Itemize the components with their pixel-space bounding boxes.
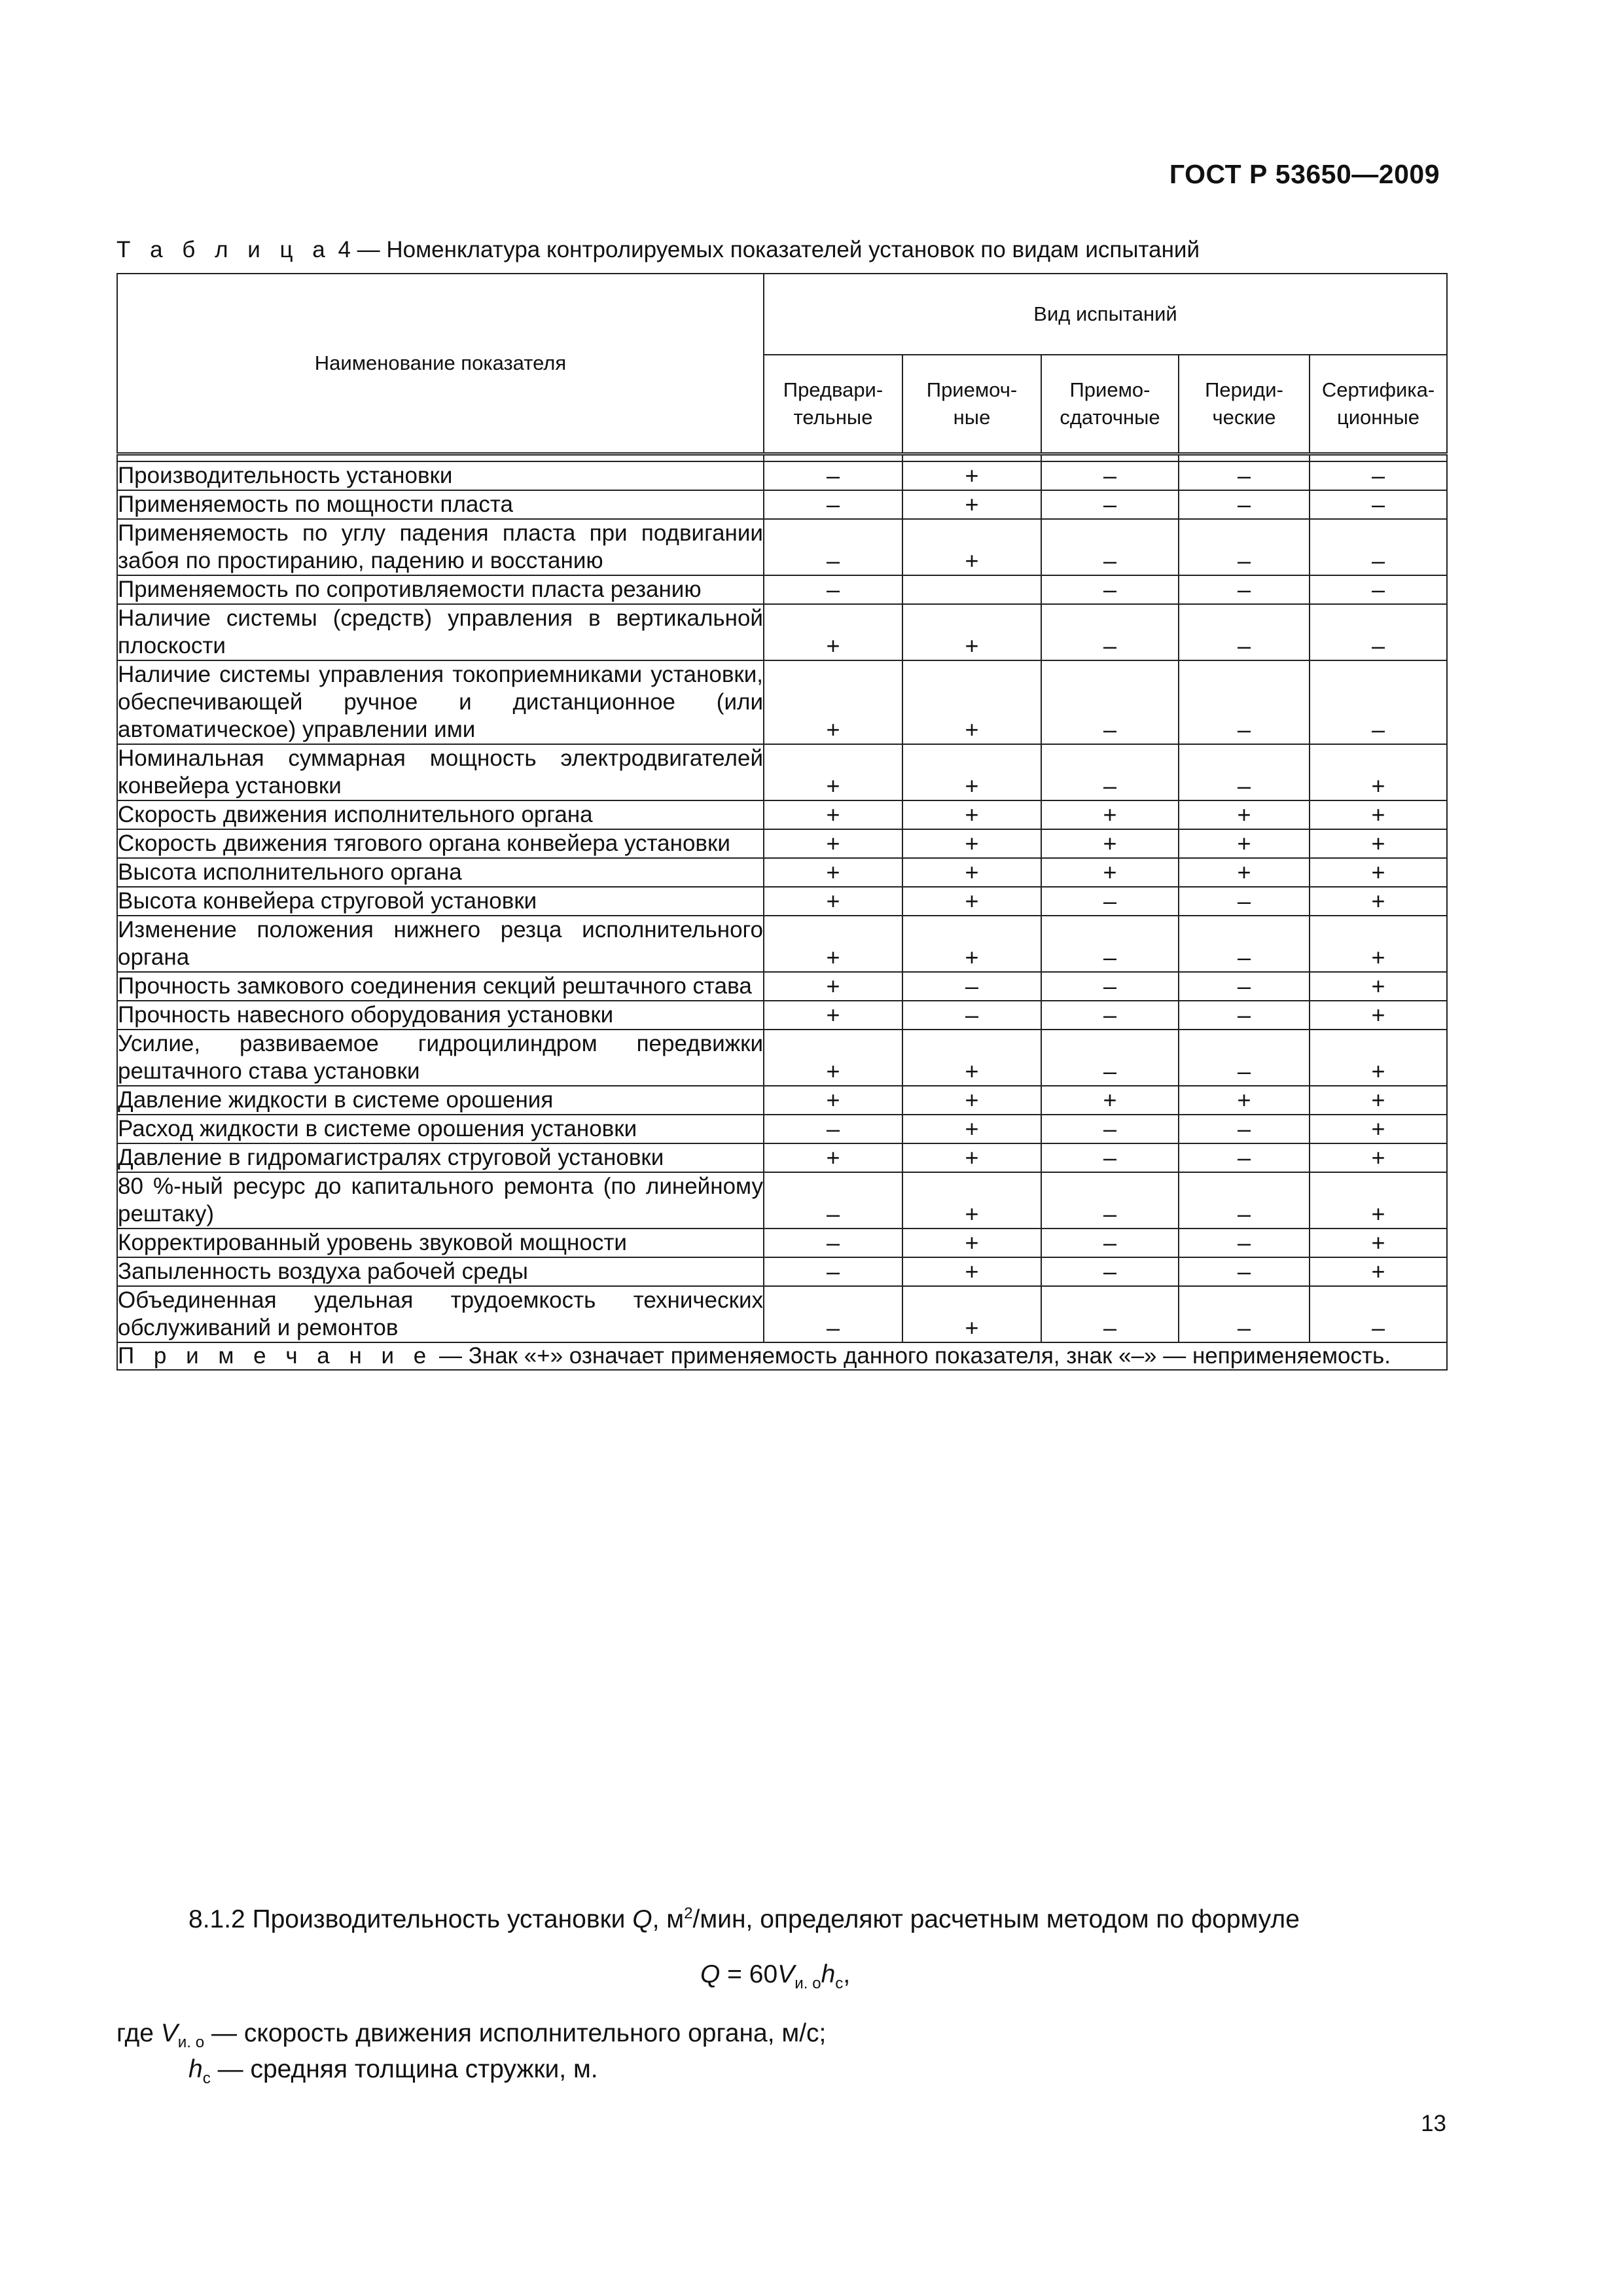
applicability-mark-cell: + <box>1310 1143 1447 1172</box>
applicability-mark-cell: + <box>1179 858 1310 887</box>
applicability-mark-cell: – <box>1310 1286 1447 1342</box>
column-header-sub <box>1041 355 1179 454</box>
indicator-name-cell: Скорость движения тягового органа конвейера установки <box>117 829 764 858</box>
indicator-name-cell: Корректированный уровень звуковой мощности <box>117 1229 764 1257</box>
applicability-mark-cell: – <box>1041 1001 1179 1030</box>
formula-v-sub: и. о <box>794 1974 821 1992</box>
applicability-mark-cell: – <box>764 1115 902 1143</box>
para-text-2: , м <box>652 1905 685 1933</box>
document-code: ГОСТ Р 53650—2009 <box>1169 159 1440 189</box>
table-note-row <box>117 1342 1447 1370</box>
column-header-sub-line2: ческие <box>1212 406 1276 429</box>
applicability-mark-cell: + <box>764 887 902 916</box>
page-number: 13 <box>1421 2111 1446 2136</box>
applicability-mark-cell: – <box>1310 461 1447 490</box>
applicability-mark-cell: + <box>902 1086 1041 1115</box>
table-caption <box>116 237 1200 263</box>
where2-text: — средняя толщина стружки, м. <box>210 2055 598 2083</box>
column-header-sub <box>1179 355 1310 454</box>
applicability-mark-cell: – <box>1179 1286 1310 1342</box>
applicability-mark-cell: + <box>902 1229 1041 1257</box>
column-header-indicator-name: Наименование показателя <box>117 274 764 454</box>
applicability-mark-cell: – <box>1179 1257 1310 1286</box>
applicability-mark-cell: + <box>902 916 1041 972</box>
applicability-mark-cell: – <box>902 972 1041 1001</box>
separator-cell <box>1310 454 1447 462</box>
applicability-mark-cell: – <box>1179 461 1310 490</box>
applicability-mark-cell: + <box>764 1143 902 1172</box>
applicability-mark-cell: + <box>1310 858 1447 887</box>
applicability-mark-cell: – <box>1179 660 1310 744</box>
para-text-1: 8.1.2 Производительность установки <box>188 1905 633 1933</box>
column-header-sub <box>1310 355 1447 454</box>
applicability-mark-cell: + <box>1310 1229 1447 1257</box>
applicability-mark-cell <box>902 575 1041 604</box>
applicability-mark-cell: – <box>1041 1030 1179 1086</box>
applicability-mark-cell: – <box>1179 519 1310 575</box>
applicability-mark-cell: + <box>902 490 1041 519</box>
separator-cell <box>764 454 902 462</box>
table-row <box>117 1286 1447 1342</box>
column-header-sub-line1: Сертифика- <box>1321 378 1435 401</box>
applicability-mark-cell: + <box>902 1115 1041 1143</box>
table-caption-text: 4 — Номенклатура контролируемых показателей установок по видам испытаний <box>338 237 1200 262</box>
where1-sub: и. о <box>177 2033 205 2051</box>
formula-eq: = 60 <box>720 1960 778 1988</box>
indicator-name-cell: 80 %-ный ресурс до капитального ремонта (по линейному рештаку) <box>117 1172 764 1229</box>
indicator-name-cell: Наличие системы (средств) управления в вертикальной плоскости <box>117 604 764 660</box>
table-row <box>117 1030 1447 1086</box>
applicability-mark-cell: – <box>764 1229 902 1257</box>
indicator-name-cell: Применяемость по сопротивляемости пласта резанию <box>117 575 764 604</box>
applicability-mark-cell: + <box>764 660 902 744</box>
applicability-mark-cell: – <box>1041 660 1179 744</box>
applicability-mark-cell: – <box>1179 887 1310 916</box>
applicability-mark-cell: + <box>902 744 1041 800</box>
applicability-mark-cell: – <box>764 1286 902 1342</box>
table-row <box>117 461 1447 490</box>
applicability-mark-cell: – <box>764 575 902 604</box>
para-q-symbol: Q <box>632 1905 652 1933</box>
applicability-mark-cell: – <box>1041 1143 1179 1172</box>
table-row <box>117 1257 1447 1286</box>
applicability-mark-cell: + <box>1310 744 1447 800</box>
applicability-mark-cell: – <box>1041 575 1179 604</box>
indicators-table <box>116 273 1448 1371</box>
para-text-3: /мин, определяют расчетным методом по формуле <box>692 1905 1300 1933</box>
applicability-mark-cell: – <box>764 519 902 575</box>
column-header-test-type: Вид испытаний <box>764 274 1447 355</box>
table-row <box>117 1001 1447 1030</box>
applicability-mark-cell: + <box>1041 829 1179 858</box>
applicability-mark-cell: + <box>1310 1257 1447 1286</box>
applicability-mark-cell: + <box>1310 1001 1447 1030</box>
indicator-name-cell: Объединенная удельная трудоемкость технических обслуживаний и ремонтов <box>117 1286 764 1342</box>
applicability-mark-cell: – <box>1041 1172 1179 1229</box>
applicability-mark-cell: – <box>764 1257 902 1286</box>
indicator-name-cell: Расход жидкости в системе орошения установки <box>117 1115 764 1143</box>
applicability-mark-cell: + <box>1179 1086 1310 1115</box>
applicability-mark-cell: + <box>1310 1086 1447 1115</box>
applicability-mark-cell: – <box>1179 1172 1310 1229</box>
applicability-mark-cell: + <box>902 1030 1041 1086</box>
table-row <box>117 800 1447 829</box>
indicator-name-cell: Давление в гидромагистралях струговой установки <box>117 1143 764 1172</box>
table-row <box>117 604 1447 660</box>
applicability-mark-cell: – <box>1041 1286 1179 1342</box>
applicability-mark-cell: – <box>902 1001 1041 1030</box>
table-note-text: — Знак «+» означает применяемость данного показателя, знак «–» — неприменяемость. <box>439 1343 1391 1369</box>
applicability-mark-cell: + <box>1310 972 1447 1001</box>
applicability-mark-cell: – <box>1041 490 1179 519</box>
table-row <box>117 916 1447 972</box>
where1-var: V <box>160 2019 178 2047</box>
table-caption-label: Т а б л и ц а <box>116 237 332 262</box>
applicability-mark-cell: + <box>1310 1115 1447 1143</box>
applicability-mark-cell: + <box>902 1286 1041 1342</box>
applicability-mark-cell: – <box>1179 1001 1310 1030</box>
where-line-velocity <box>116 2019 826 2052</box>
indicator-name-cell: Производительность установки <box>117 461 764 490</box>
table-row <box>117 660 1447 744</box>
applicability-mark-cell: – <box>1179 916 1310 972</box>
productivity-formula <box>700 1960 850 1993</box>
column-header-sub-line1: Приемо- <box>1069 378 1150 401</box>
table-row <box>117 858 1447 887</box>
applicability-mark-cell: – <box>1041 887 1179 916</box>
applicability-mark-cell: – <box>1041 604 1179 660</box>
table-row <box>117 972 1447 1001</box>
applicability-mark-cell: + <box>1041 1086 1179 1115</box>
applicability-mark-cell: + <box>1310 887 1447 916</box>
table-row <box>117 1086 1447 1115</box>
indicator-name-cell: Высота исполнительного органа <box>117 858 764 887</box>
applicability-mark-cell: + <box>1179 800 1310 829</box>
applicability-mark-cell: – <box>1179 490 1310 519</box>
applicability-mark-cell: + <box>764 829 902 858</box>
applicability-mark-cell: + <box>1310 800 1447 829</box>
applicability-mark-cell: + <box>902 829 1041 858</box>
applicability-mark-cell: + <box>902 1143 1041 1172</box>
formula-lhs: Q <box>700 1960 721 1988</box>
applicability-mark-cell: – <box>1310 575 1447 604</box>
applicability-mark-cell: + <box>1310 916 1447 972</box>
indicator-name-cell: Применяемость по мощности пласта <box>117 490 764 519</box>
applicability-mark-cell: + <box>764 858 902 887</box>
header-separator-row <box>117 454 1447 462</box>
where2-sub: с <box>202 2069 211 2087</box>
applicability-mark-cell: – <box>1310 490 1447 519</box>
applicability-mark-cell: – <box>764 461 902 490</box>
applicability-mark-cell: – <box>1179 972 1310 1001</box>
applicability-mark-cell: – <box>1041 1229 1179 1257</box>
applicability-mark-cell: – <box>1179 1229 1310 1257</box>
applicability-mark-cell: – <box>1179 575 1310 604</box>
indicator-name-cell: Прочность замкового соединения секций рештачного става <box>117 972 764 1001</box>
column-header-sub-line2: ционные <box>1336 406 1420 429</box>
applicability-mark-cell: + <box>764 1001 902 1030</box>
where-word: где <box>116 2019 161 2047</box>
table-body <box>117 454 1447 1371</box>
applicability-mark-cell: + <box>764 916 902 972</box>
applicability-mark-cell: + <box>902 604 1041 660</box>
applicability-mark-cell: + <box>764 744 902 800</box>
applicability-mark-cell: + <box>1041 800 1179 829</box>
column-header-sub-line2: сдаточные <box>1060 406 1160 429</box>
column-header-sub-line2: тельные <box>793 406 873 429</box>
where1-text: — скорость движения исполнительного органа, м/с; <box>204 2019 827 2047</box>
applicability-mark-cell: + <box>902 858 1041 887</box>
separator-cell <box>902 454 1041 462</box>
applicability-mark-cell: + <box>1041 858 1179 887</box>
column-header-sub <box>902 355 1041 454</box>
applicability-mark-cell: – <box>764 1172 902 1229</box>
applicability-mark-cell: + <box>764 604 902 660</box>
applicability-mark-cell: + <box>764 972 902 1001</box>
table-row <box>117 1115 1447 1143</box>
applicability-mark-cell: + <box>1179 829 1310 858</box>
applicability-mark-cell: – <box>1310 660 1447 744</box>
applicability-mark-cell: – <box>1179 1115 1310 1143</box>
table-row <box>117 887 1447 916</box>
indicator-name-cell: Наличие системы управления токоприемниками установки, обеспечивающей ручное и дистанционное (или автоматическое) управлении ими <box>117 660 764 744</box>
applicability-mark-cell: – <box>764 490 902 519</box>
applicability-mark-cell: + <box>1310 829 1447 858</box>
applicability-mark-cell: – <box>1041 916 1179 972</box>
applicability-mark-cell: – <box>1179 744 1310 800</box>
indicator-name-cell: Высота конвейера струговой установки <box>117 887 764 916</box>
where-line-thickness <box>188 2055 598 2088</box>
applicability-mark-cell: – <box>1041 519 1179 575</box>
where2-var: h <box>188 2055 203 2083</box>
applicability-mark-cell: – <box>1041 1257 1179 1286</box>
applicability-mark-cell: + <box>902 660 1041 744</box>
formula-h-sub: с <box>835 1974 844 1992</box>
table-row <box>117 490 1447 519</box>
applicability-mark-cell: + <box>1310 1030 1447 1086</box>
para-superscript: 2 <box>684 1905 693 1922</box>
applicability-mark-cell: – <box>1310 519 1447 575</box>
applicability-mark-cell: – <box>1179 1143 1310 1172</box>
formula-end: , <box>843 1960 851 1988</box>
applicability-mark-cell: + <box>902 1257 1041 1286</box>
applicability-mark-cell: – <box>1179 1030 1310 1086</box>
table-note-label: П р и м е ч а н и е <box>118 1343 433 1369</box>
applicability-mark-cell: + <box>902 800 1041 829</box>
indicator-name-cell: Применяемость по углу падения пласта при подвигании забоя по простиранию, падению и восстанию <box>117 519 764 575</box>
table-row <box>117 519 1447 575</box>
table-note <box>117 1342 1447 1370</box>
table-row <box>117 1229 1447 1257</box>
paragraph-8-1-2 <box>188 1905 1300 1934</box>
applicability-mark-cell: + <box>764 800 902 829</box>
applicability-mark-cell: – <box>1041 1115 1179 1143</box>
table-row <box>117 1172 1447 1229</box>
applicability-mark-cell: – <box>1041 744 1179 800</box>
table-row <box>117 829 1447 858</box>
separator-cell <box>1179 454 1310 462</box>
table-row <box>117 744 1447 800</box>
applicability-mark-cell: + <box>902 461 1041 490</box>
indicator-name-cell: Запыленность воздуха рабочей среды <box>117 1257 764 1286</box>
column-header-sub-line1: Предвари- <box>783 378 883 401</box>
indicator-name-cell: Изменение положения нижнего резца исполнительного органа <box>117 916 764 972</box>
indicator-name-cell: Прочность навесного оборудования установки <box>117 1001 764 1030</box>
column-header-sub <box>764 355 902 454</box>
column-header-sub-line1: Периди- <box>1205 378 1283 401</box>
applicability-mark-cell: – <box>1310 604 1447 660</box>
column-header-sub-line2: ные <box>953 406 991 429</box>
indicator-name-cell: Усилие, развиваемое гидроцилиндром передвижки рештачного става установки <box>117 1030 764 1086</box>
applicability-mark-cell: – <box>1041 461 1179 490</box>
separator-cell <box>1041 454 1179 462</box>
formula-h: h <box>821 1960 836 1988</box>
indicator-name-cell: Номинальная суммарная мощность электродвигателей конвейера установки <box>117 744 764 800</box>
formula-v: V <box>777 1960 795 1988</box>
applicability-mark-cell: – <box>1179 604 1310 660</box>
indicator-name-cell: Давление жидкости в системе орошения <box>117 1086 764 1115</box>
separator-cell <box>117 454 764 462</box>
applicability-mark-cell: + <box>1310 1172 1447 1229</box>
column-header-sub-line1: Приемоч- <box>926 378 1018 401</box>
indicator-name-cell: Скорость движения исполнительного органа <box>117 800 764 829</box>
applicability-mark-cell: + <box>902 1172 1041 1229</box>
applicability-mark-cell: – <box>1041 972 1179 1001</box>
applicability-mark-cell: + <box>764 1030 902 1086</box>
applicability-mark-cell: + <box>764 1086 902 1115</box>
table-row <box>117 575 1447 604</box>
applicability-mark-cell: + <box>902 519 1041 575</box>
table-row <box>117 1143 1447 1172</box>
applicability-mark-cell: + <box>902 887 1041 916</box>
